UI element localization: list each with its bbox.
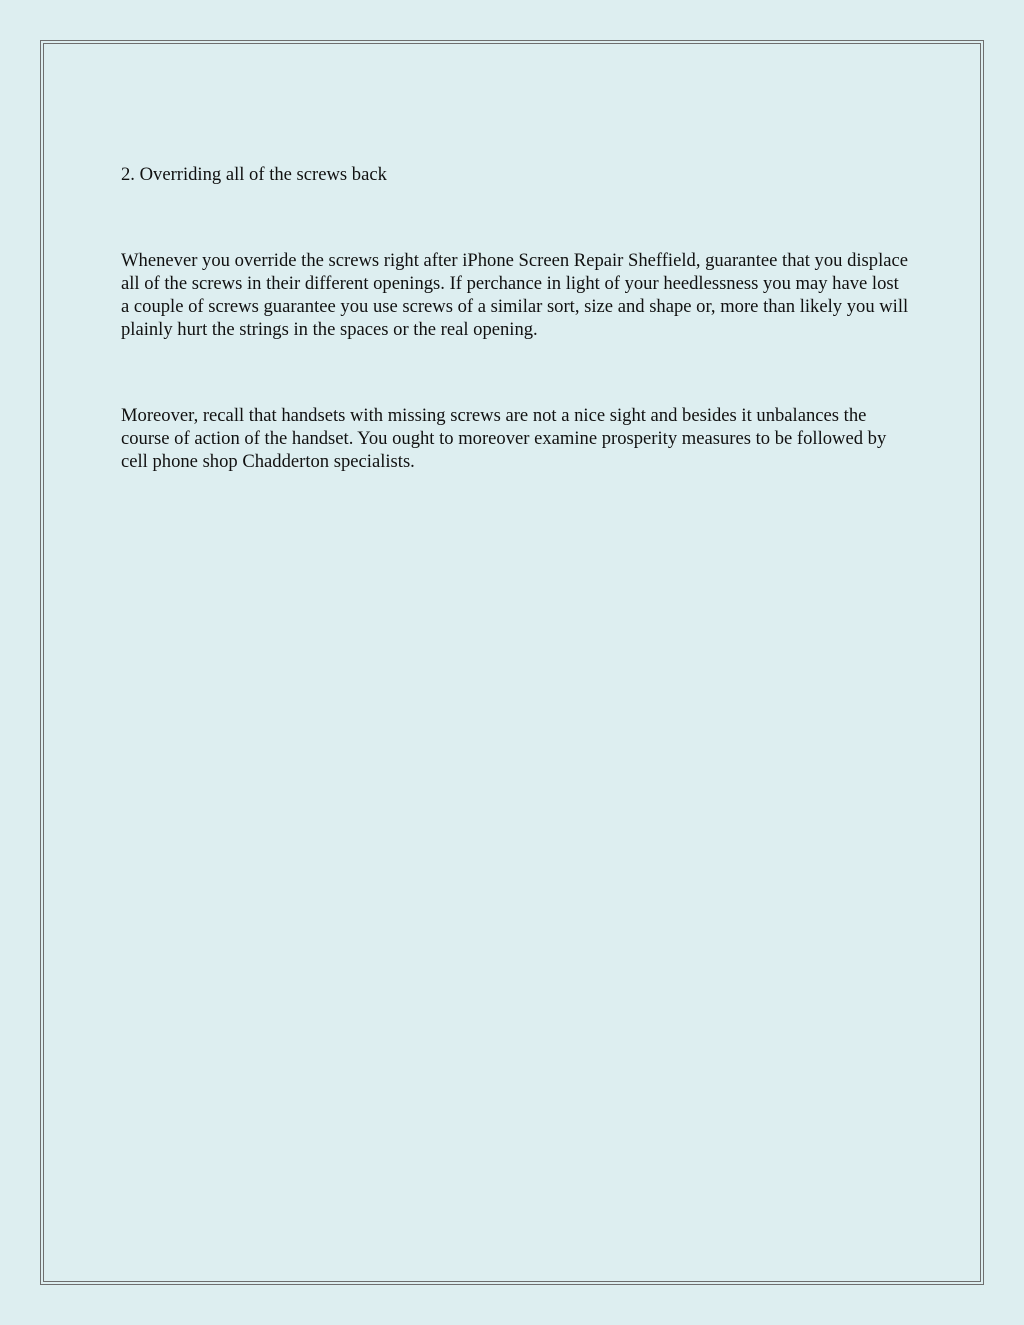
section-heading: 2. Overriding all of the screws back <box>121 164 387 185</box>
document-body <box>121 163 911 473</box>
paragraph-screws-replacement: Whenever you override the screws right after iPhone Screen Repair Sheffield, guarantee that you displace all of the screws in their different openings. If perchance in light of your heedlessness you may have lost a couple of screws guarantee you use screws of a similar sort, size and shape or, more than likely you will plainly hurt the strings in the spaces or the real opening. <box>121 250 909 340</box>
paragraph-missing-screws: Moreover, recall that handsets with missing screws are not a nice sight and besides it unbalances the course of action of the handset. You ought to moreover examine prosperity measures to be followed by cell phone shop Chadderton specialists. <box>121 405 887 472</box>
